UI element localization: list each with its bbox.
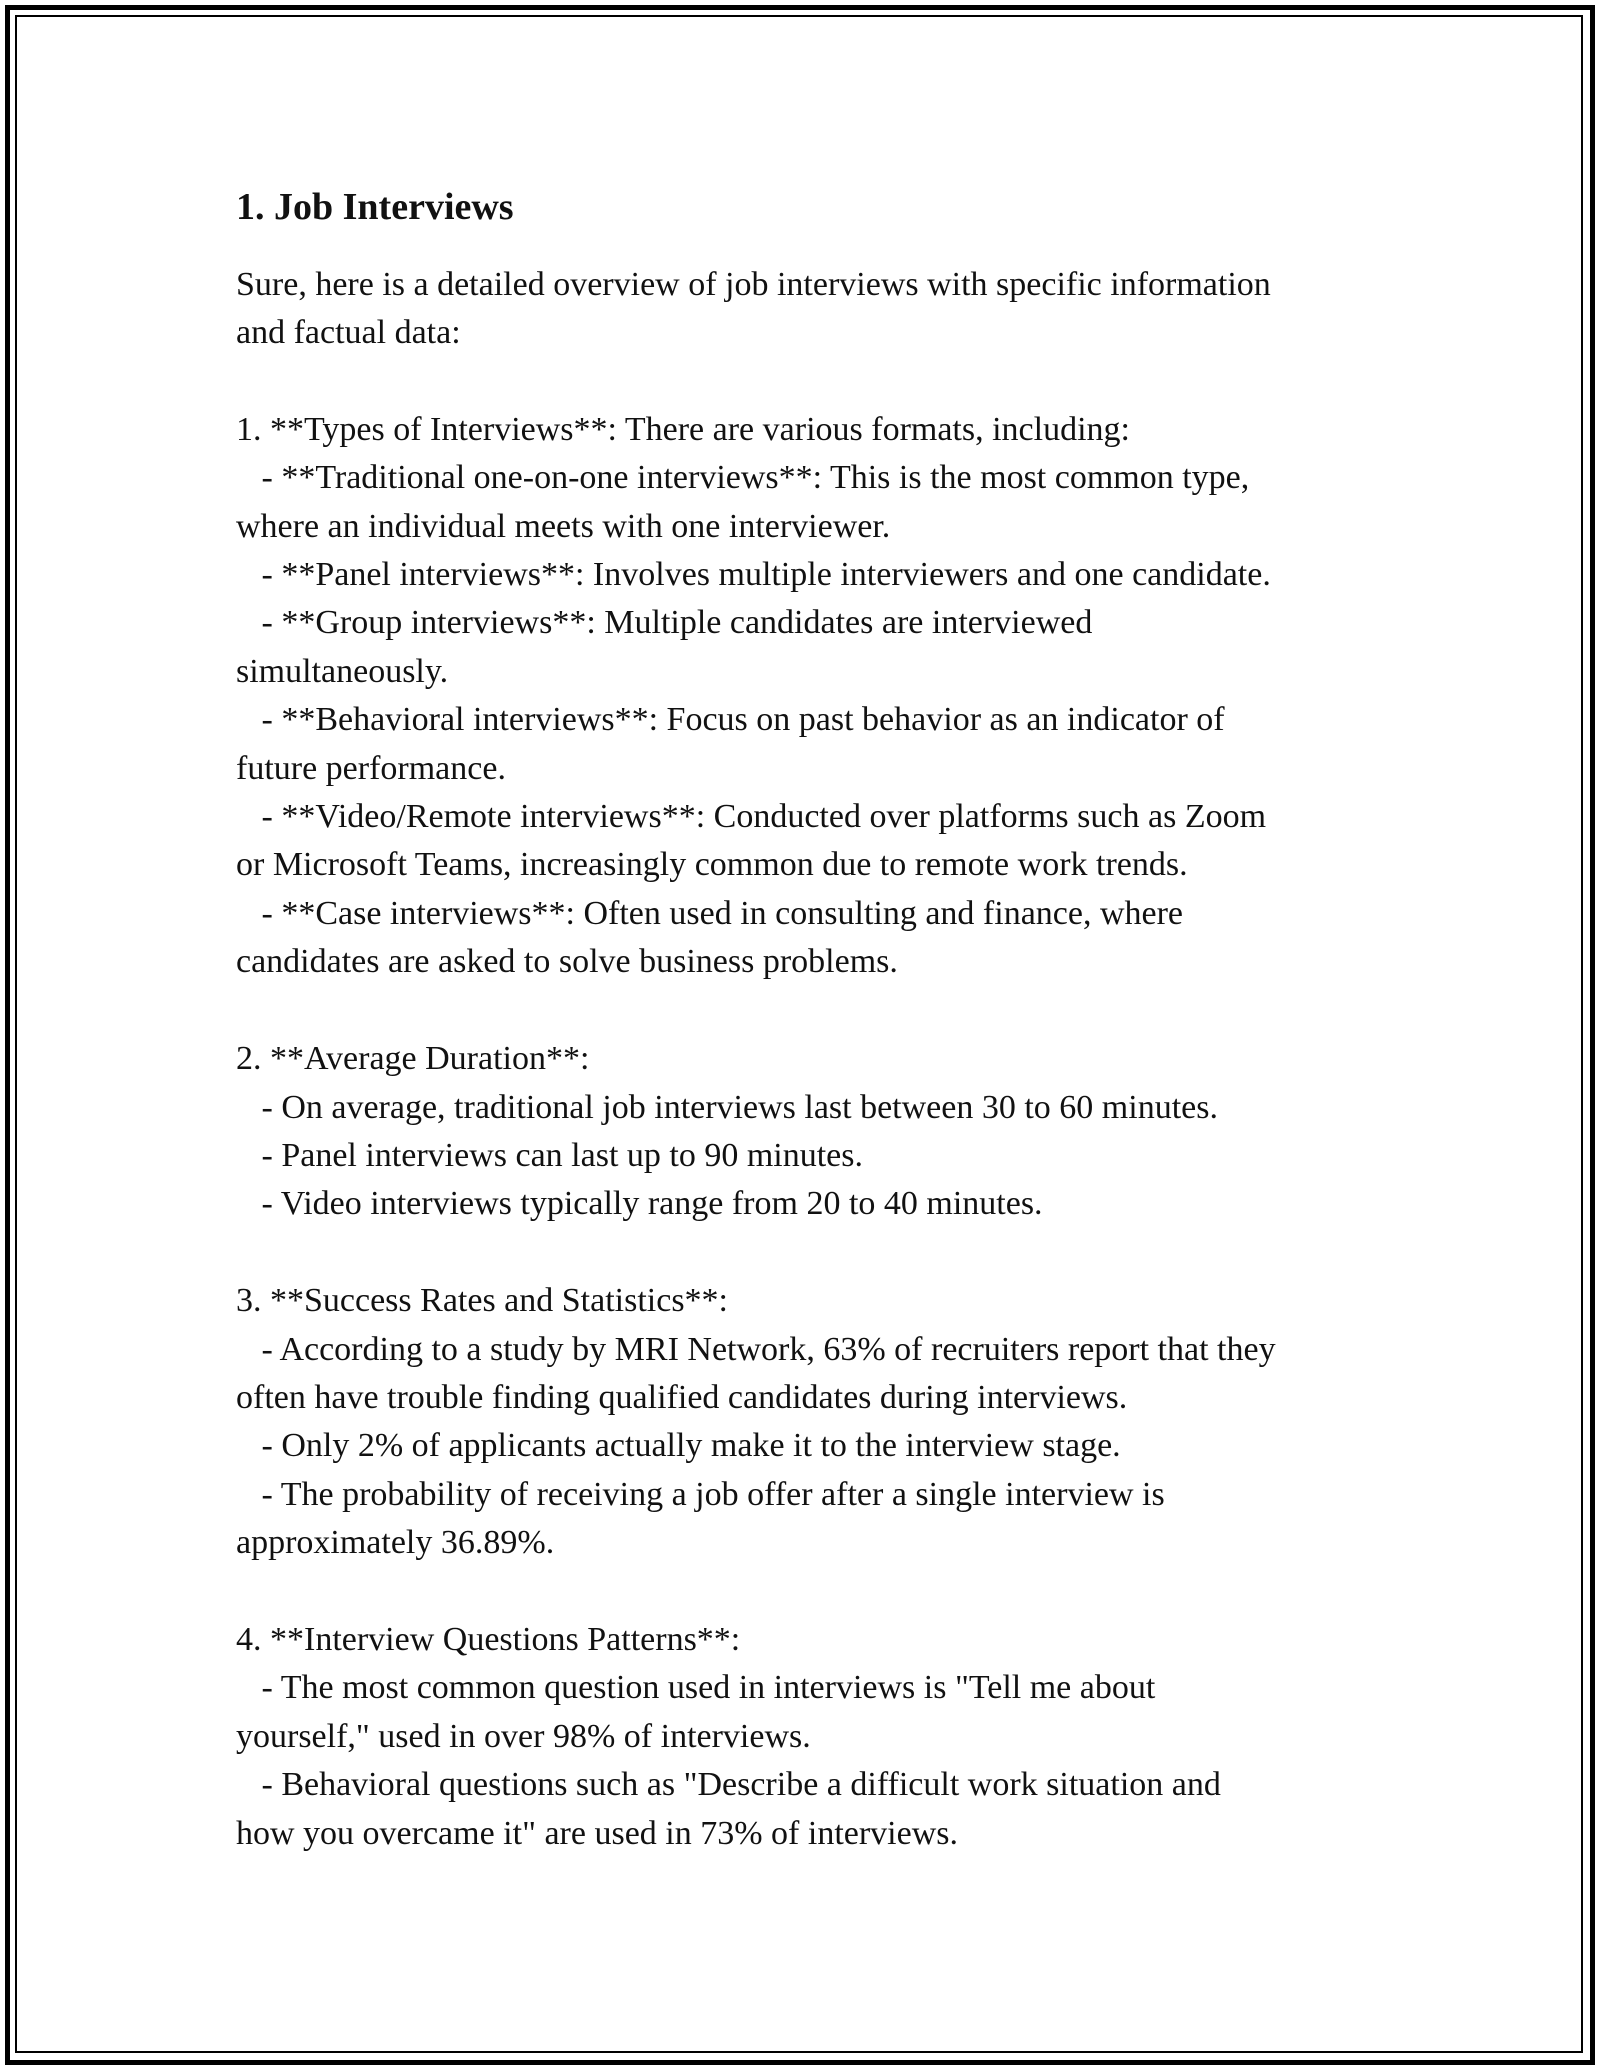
document-title: 1. Job Interviews: [236, 186, 514, 228]
document-content: [236, 185, 1386, 1858]
document-body: Sure, here is a detailed overview of job interviews with specific information and factual data: 1. **Types of Interviews**: There are various formats, including: - **Traditional one-on-one interviews**: This is the most common type, where an individual meets with one interviewer. - **Panel interviews**: Involves multiple interviewers and one candidate. - **Group interviews**: Multiple candidates are interviewed simultaneously. - **Behavioral interviews**: Focus on past behavior as an indicator of future performance. - **Video/Remote interviews**: Conducted over platforms such as Zoom or Microsoft Teams, increasingly common due to remote work trends. - **Case interviews**: Often used in consulting and finance, where candidates are asked to solve business problems. 2. **Average Duration**: - On average, traditional job interviews last between 30 to 60 minutes. - Panel interviews can last up to 90 minutes. - Video interviews typically range from 20 to 40 minutes. 3. **Success Rates and Statistics**: - According to a study by MRI Network, 63% of recruiters report that they often have trouble finding qualified candidates during interviews. - Only 2% of applicants actually make it to the interview stage. - The probability of receiving a job offer after a single interview is approximately 36.89%. 4. **Interview Questions Patterns**: - The most common question used in interviews is "Tell me about yourself," used in over 98% of interviews. - Behavioral questions such as "Describe a difficult work situation and how you overcame it" are used in 73% of interviews.: [236, 265, 1276, 1852]
